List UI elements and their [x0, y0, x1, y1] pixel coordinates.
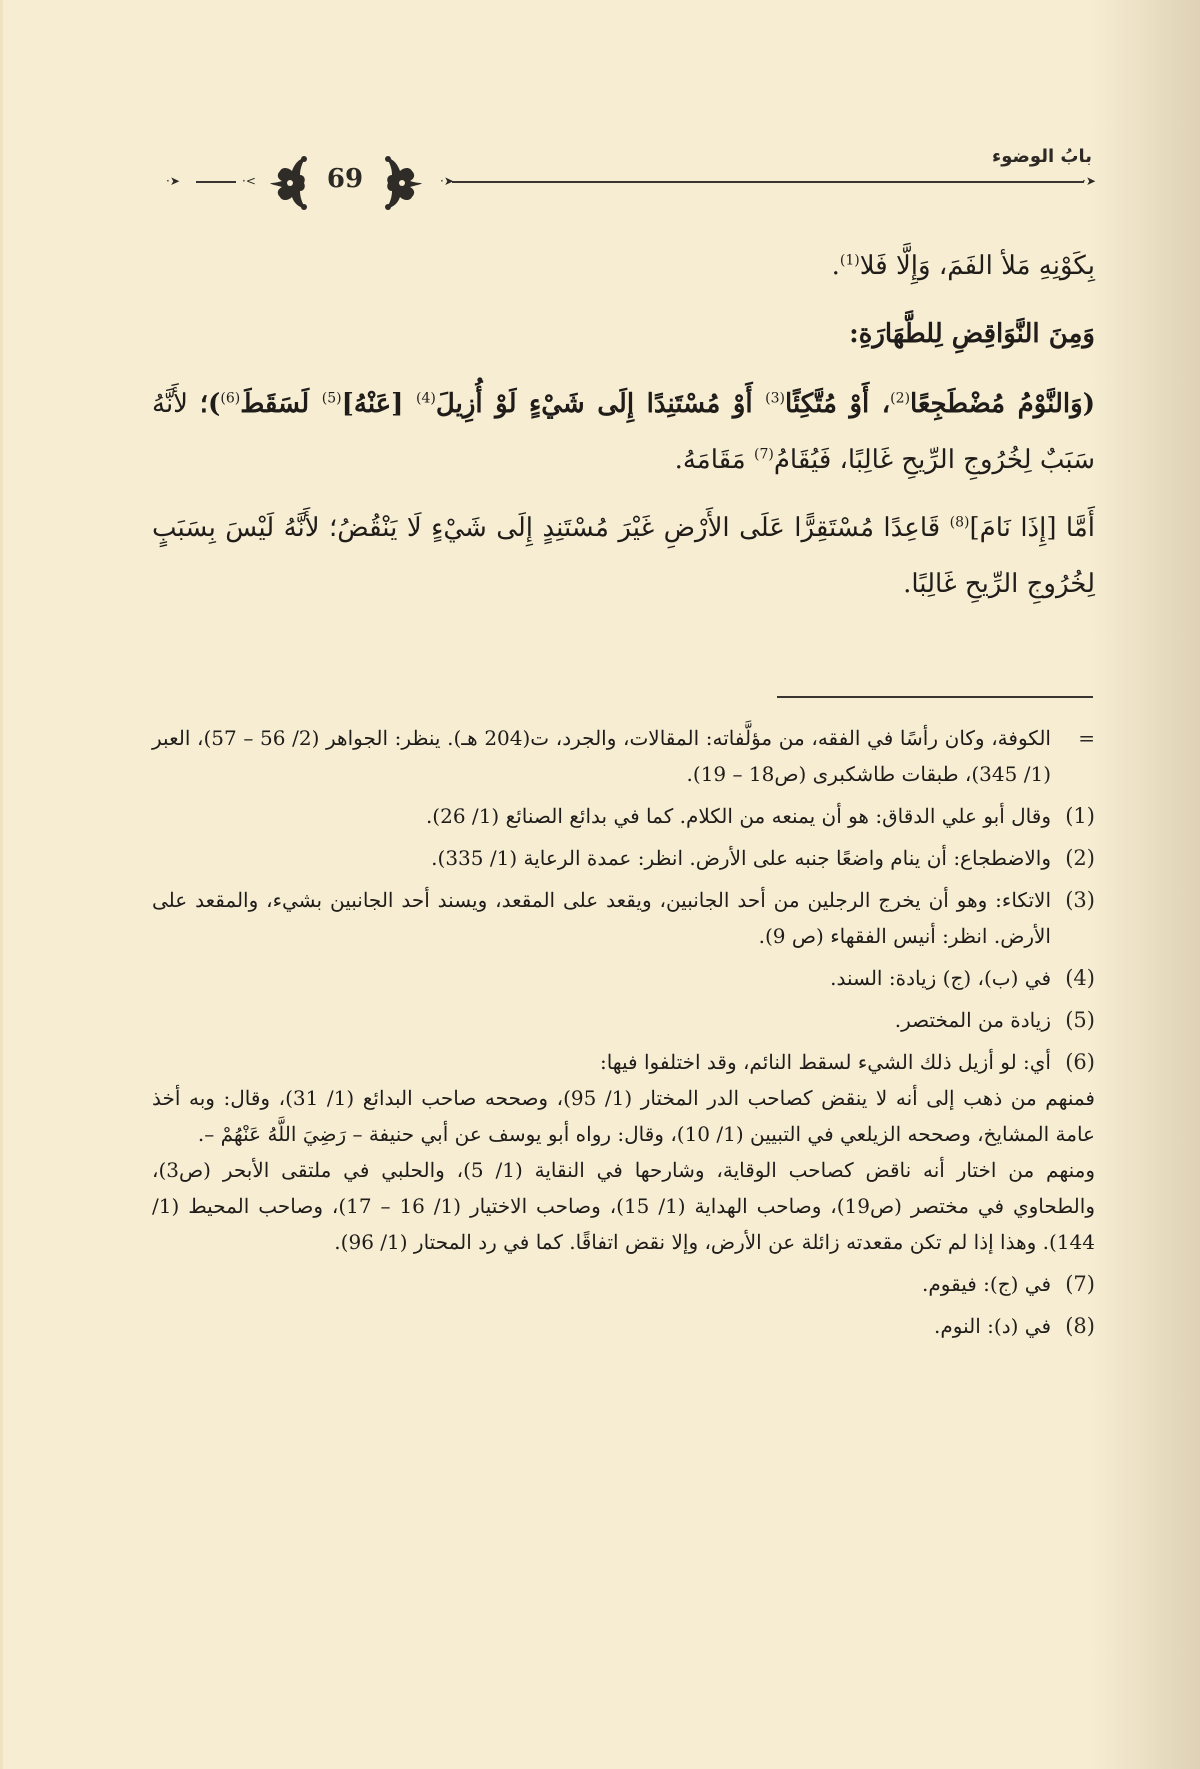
footnote-number: (2) [1065, 846, 1095, 870]
footnote-text: في (ج): فيقوم. [922, 1272, 1051, 1296]
punctuation: . [831, 251, 840, 281]
commentary-text: لأَنَّهُ سَبَبٌ لِخُرُوجِ الرِّيحِ غَالِبًا، فَيُقَامُ [152, 389, 1095, 475]
section-heading: وَمِنَ النَّوَاقِضِ لِلطَّهَارَةِ: [849, 319, 1095, 349]
footnote-8 [152, 1308, 1095, 1344]
footnote-text-block [152, 1080, 1095, 1260]
page-left-edge [0, 0, 3, 1769]
header-arrow-left-icon: ·➤ [440, 174, 454, 188]
footnote-6 [152, 1044, 1095, 1080]
footnote-text: وقال أبو علي الدقاق: هو أن يمنعه من الكلام. كما في بدائع الصنائع (1/ 26). [425, 804, 1051, 828]
header-rule-line [452, 181, 1084, 183]
footnote-separator [777, 696, 1093, 698]
footnote-number: (4) [1065, 966, 1095, 990]
footnote-paragraph: فمنهم من ذهب إلى أنه لا ينقض كصاحب الدر المختار (1/ 95)، وصححه صاحب البدائع (1/ 31)، وقال: وبه أخذ عامة المشايخ، وصححه الزيلعي في التبيين (1/ 10)، وقال: رواه أبو يوسف عن أبي حنيفة – رَضِيَ اللَّهُ عَنْهُمْ –. [152, 1086, 1095, 1146]
footnotes [152, 720, 1095, 1350]
footnote-ref[interactable]: (3) [765, 390, 786, 407]
matn-text: ، أَوْ مُتَّكِئًا [785, 389, 891, 419]
matn-text: أَوْ مُسْتَنِدًا إِلَى شَيْءٍ لَوْ أُزِيلَ [435, 389, 766, 419]
footnote-ref[interactable]: (2) [890, 390, 911, 407]
footnote-number: (1) [1065, 804, 1095, 828]
paragraph-text: قَاعِدًا مُسْتَقِرًّا عَلَى الأَرْضِ غَيْرَ مُسْتَنِدٍ إِلَى شَيْءٍ لَا يَنْقُضُ؛ لأَنَّهُ لَيْسَ بِسَبَبٍ لِخُرُوجِ الرِّيحِ غَالِبًا. [152, 513, 1095, 599]
footnote-number: (6) [1065, 1050, 1095, 1074]
footnote-number: (3) [1065, 888, 1095, 912]
footnote-5 [152, 1002, 1095, 1038]
footnote-text: الاتكاء: وهو أن يخرج الرجلين من أحد الجانبين، ويقعد على المقعد، ويسند أحد الجانبين بشيء، والمقعد على الأرض. انظر: أنيس الفقهاء (ص 9). [152, 888, 1051, 948]
floral-ornament-icon [382, 155, 424, 211]
header-arrow-right-icon: ·➤ [1082, 174, 1096, 188]
footnote-text: الكوفة، وكان رأسًا في الفقه، من مؤلَّفاته: المقالات، والجرد، ت(204 هـ). ينظر: الجواهر (2/ 56 – 57)، العبر (1/ 345)، طبقات طاشكبرى (ص18 – 19). [152, 726, 1051, 786]
running-head: بابُ الوضوء [992, 146, 1092, 167]
footnote-3 [152, 882, 1095, 954]
footnote-ref[interactable]: (6) [220, 390, 241, 407]
footnote-4 [152, 960, 1095, 996]
header-arrow-back-icon: ·< [242, 174, 256, 188]
main-text [152, 238, 1095, 612]
paragraph-text: بِكَوْنِهِ مَلأ الفَمَ، وَإِلَّا فَلا [859, 251, 1095, 281]
paragraph-text: أَمَّا [إِذَا نَامَ] [969, 513, 1096, 543]
footnote-7 [152, 1266, 1095, 1302]
floral-ornament-icon [268, 155, 310, 211]
footnote-text-block [152, 1044, 1051, 1080]
footnote-ref[interactable]: (8) [949, 514, 970, 531]
footnote-6-continued [152, 1080, 1095, 1260]
footnote-text: زيادة من المختصر. [894, 1008, 1051, 1032]
footnote-ref[interactable]: (4) [416, 390, 436, 407]
footnote-text: في (د): النوم. [934, 1314, 1051, 1338]
header-arrow-end-icon: ·➤ [166, 174, 180, 188]
footnote-number: (5) [1065, 1008, 1095, 1032]
footnote-continuation [152, 720, 1095, 792]
matn-text: [عَنْهُ] [341, 389, 417, 419]
matn-segment [200, 389, 1095, 419]
footnote-ref[interactable]: (1) [839, 252, 860, 269]
footnote-number: (8) [1065, 1314, 1095, 1338]
page-number: 69 [326, 164, 364, 194]
continuation-mark: = [1078, 726, 1095, 750]
paragraph-1 [152, 238, 1095, 294]
matn-text: )؛ [199, 389, 221, 419]
footnote-text: أي: لو أزيل ذلك الشيء لسقط النائم، وقد اختلفوا فيها: [599, 1050, 1051, 1074]
footnote-2 [152, 840, 1095, 876]
footnote-ref[interactable]: (7) [753, 446, 774, 463]
footnote-text: والاضطجاع: أن ينام واضعًا جنبه على الأرض. انظر: عمدة الرعاية (1/ 335). [431, 846, 1051, 870]
footnote-text: في (ب)، (ج) زيادة: السند. [830, 966, 1051, 990]
footnote-paragraph: ومنهم من اختار أنه ناقض كصاحب الوقاية، وشارحها في النقاية (1/ 5)، والحلبي في ملتقى الأبحر (ص3)، والطحاوي في مختصر (ص19)، وصاحب الهداية (1/ 15)، وصاحب الاختيار (1/ 16 – 17)، وصاحب المحيط (1/ 144). وهذا إذا لم تكن مقعدته زائلة عن الأرض، وإلا نقض اتفاقًا. كما في رد المحتار (1/ 96). [152, 1158, 1095, 1254]
footnote-number: (7) [1065, 1272, 1095, 1296]
header-rule-short [196, 181, 236, 183]
matn-text: (وَالنَّوْمُ مُضْطَجِعًا [910, 389, 1095, 419]
commentary-text: مَقَامَهُ. [674, 445, 754, 475]
matn-text: لَسَقَطَ [240, 389, 322, 419]
footnote-ref[interactable]: (5) [321, 390, 342, 407]
footnote-1 [152, 798, 1095, 834]
paragraph-4 [152, 500, 1095, 612]
paragraph-matn [152, 376, 1095, 488]
